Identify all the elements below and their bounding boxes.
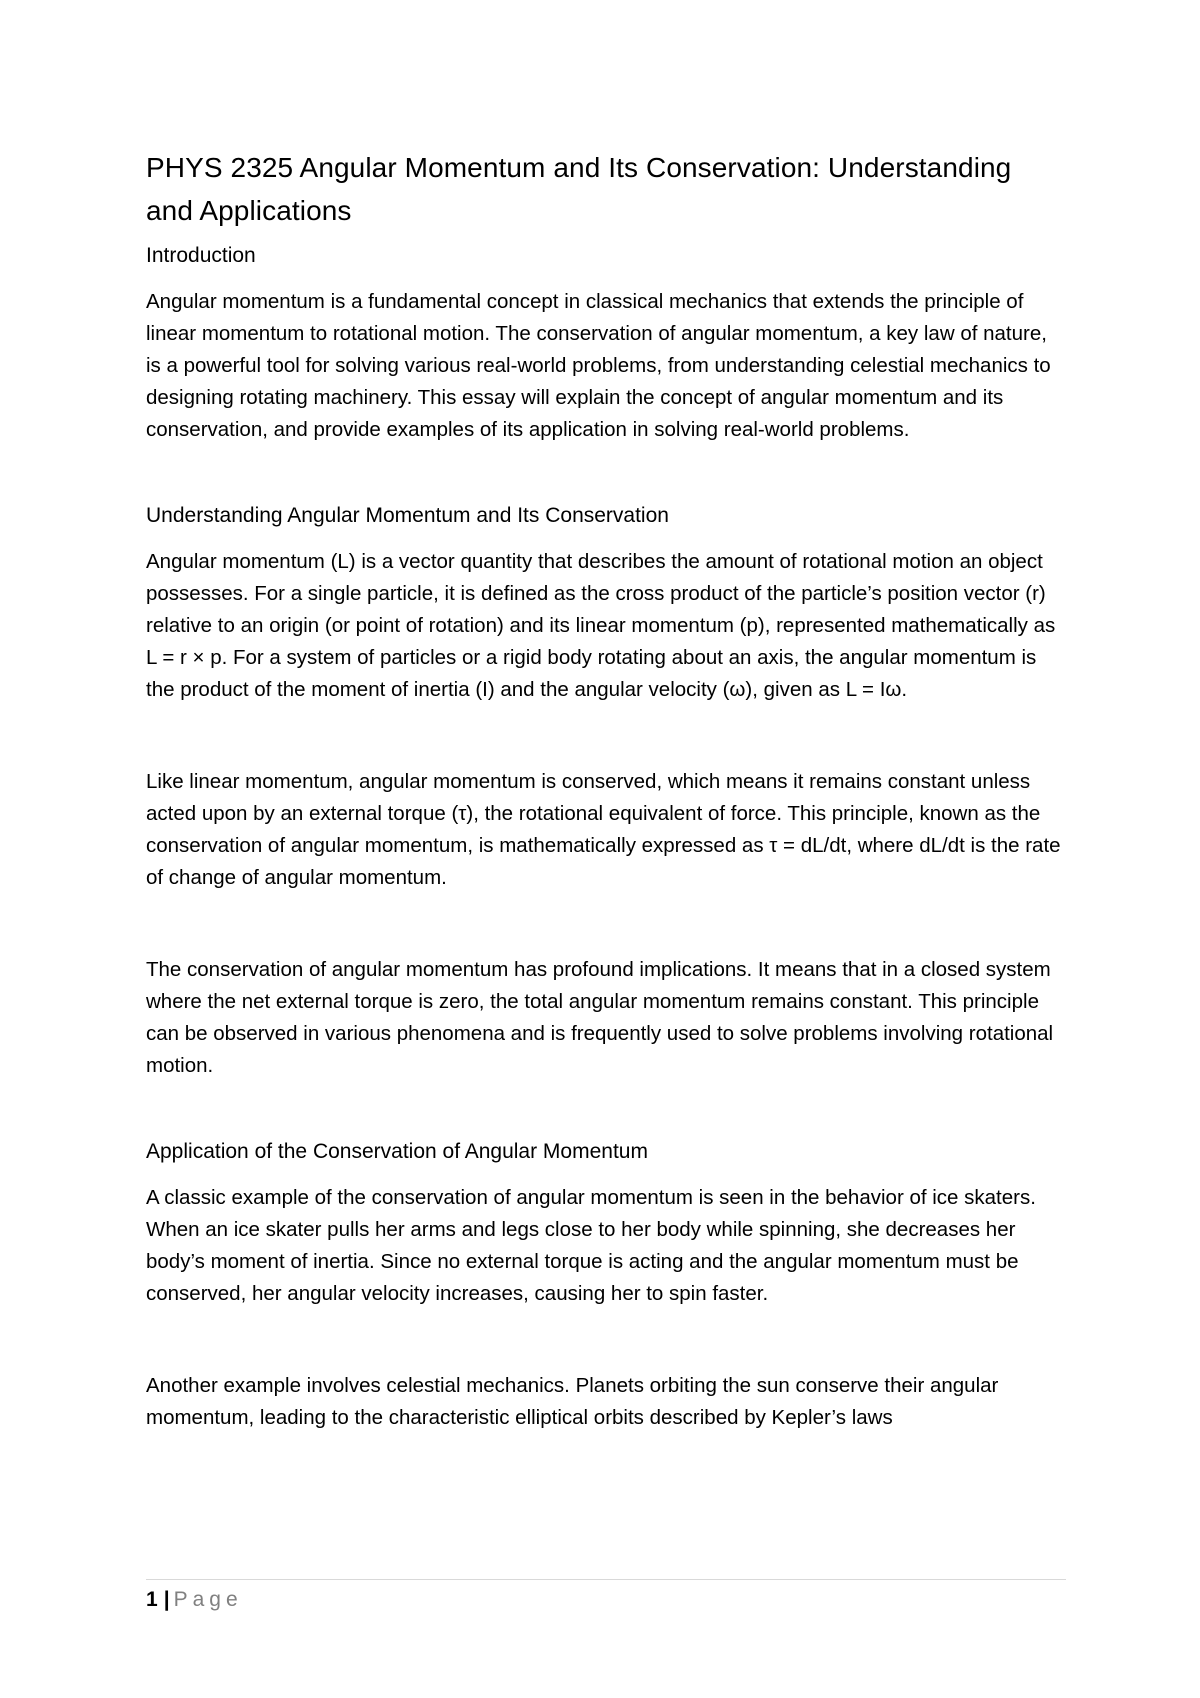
page-label: Page	[173, 1588, 243, 1611]
document-body	[146, 146, 1066, 1434]
paragraph: The conservation of angular momentum has profound implications. It means that in a closed system where the net external torque is zero, the total angular momentum remains constant. This principle can be observed in various phenomena and is frequently used to solve problems involving rotational motion.	[146, 958, 1054, 1077]
paragraph: Angular momentum is a fundamental concept in classical mechanics that extends the principle of linear momentum to rotational motion. The conservation of angular momentum, a key law of nature, is a powerful tool for solving various real-world problems, from understanding celestial mechanics to designing rotating machinery. This essay will explain the concept of angular momentum and its conservation, and provide examples of its application in solving real-world problems.	[146, 290, 1051, 441]
spacer	[146, 1310, 1066, 1370]
paragraph: A classic example of the conservation of angular momentum is seen in the behavior of ice skaters. When an ice skater pulls her arms and legs close to her body while spinning, she decreases her body’s moment of inertia. Since no external torque is acting and the angular momentum must be conserved, her angular velocity increases, causing her to spin faster.	[146, 1186, 1036, 1305]
paragraph: Angular momentum (L) is a vector quantity that describes the amount of rotational motion an object possesses. For a single particle, it is defined as the cross product of the particle’s position vector (r) relative to an origin (or point of rotation) and its linear momentum (p), represented mathematically as L = r × p. For a system of particles or a rigid body rotating about an axis, the angular momentum is the product of the moment of inertia (I) and the angular velocity (ω), given as L = Iω.	[146, 550, 1056, 701]
spacer	[146, 706, 1066, 766]
page-footer	[146, 1586, 243, 1614]
paragraph: Another example involves celestial mechanics. Planets orbiting the sun conserve their angular momentum, leading to the characteristic elliptical orbits described by Kepler’s laws	[146, 1374, 999, 1429]
spacer	[146, 446, 1066, 500]
footer-divider	[146, 1579, 1066, 1580]
document-title: PHYS 2325 Angular Momentum and Its Conservation: Understanding and Applications	[146, 152, 1012, 226]
paragraph: Like linear momentum, angular momentum is conserved, which means it remains constant unless acted upon by an external torque (τ), the rotational equivalent of force. This principle, known as the conservation of angular momentum, is mathematically expressed as τ = dL/dt, where dL/dt is the rate of change of angular momentum.	[146, 770, 1061, 889]
footer-separator: |	[163, 1588, 170, 1611]
spacer	[146, 894, 1066, 954]
section-heading-understanding: Understanding Angular Momentum and Its Conservation	[146, 504, 669, 527]
spacer	[146, 1082, 1066, 1136]
page-number: 1	[146, 1588, 158, 1611]
section-heading-introduction: Introduction	[146, 244, 256, 267]
section-heading-application: Application of the Conservation of Angular Momentum	[146, 1140, 648, 1163]
